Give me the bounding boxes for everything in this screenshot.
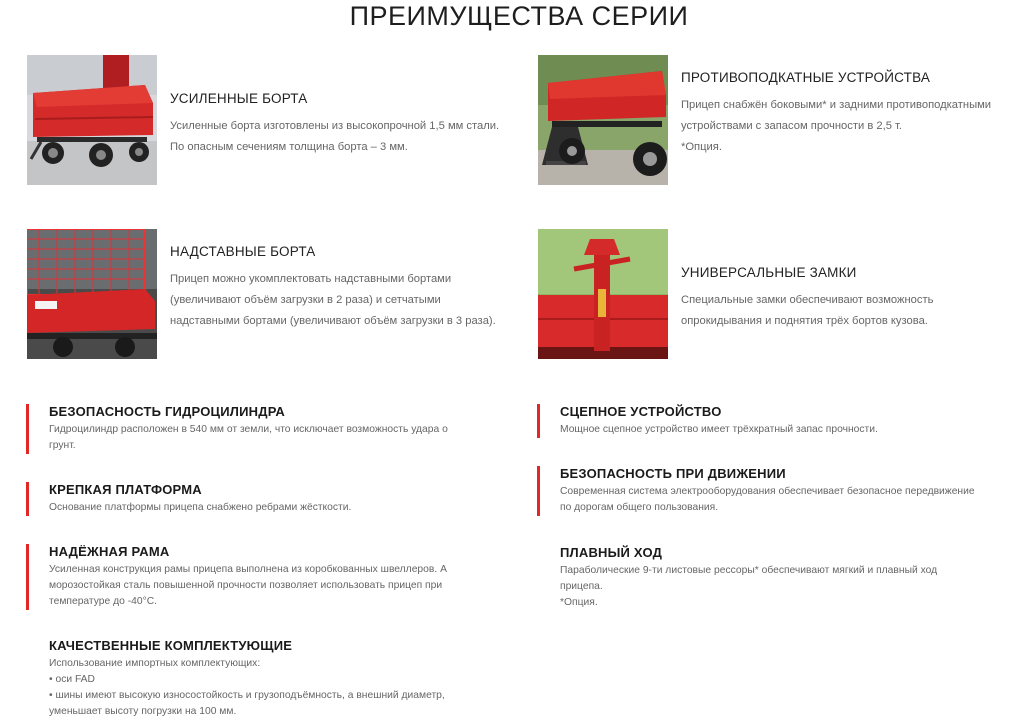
page-title: ПРЕИМУЩЕСТВА СЕРИИ [349, 1, 689, 31]
advantage-text-line: • оси FAD [49, 674, 95, 685]
advantage-text [560, 563, 1024, 611]
advantage-text-line: температуре до -40°С. [49, 596, 158, 607]
advantage-text [49, 422, 519, 454]
trailer-universal-locks-photo [538, 229, 668, 359]
advantage-smooth-ride [540, 545, 1024, 611]
advantage-text-line: Усиленная конструкция рамы прицепа выполнена из коробкованных швеллеров. А [49, 564, 447, 575]
trailer-extension-sides-photo [27, 229, 157, 359]
advantage-title: СЦЕПНОЕ УСТРОЙСТВО [560, 404, 722, 419]
advantage-text-line: Гидроцилиндр расположен в 540 мм от земли, что исключает возможность удара о [49, 424, 448, 435]
advantage-text-line: уменьшает высоту погрузки на 100 мм. [49, 706, 237, 717]
advantage-driving-safety [537, 466, 1024, 516]
advantage-text-line: грунт. [49, 440, 76, 451]
advantage-text [560, 484, 1024, 516]
feature-title-universal-locks: УНИВЕРСАЛЬНЫЕ ЗАМКИ [681, 265, 857, 280]
advantage-text-line: *Опция. [560, 597, 598, 608]
advantage-title: ПЛАВНЫЙ ХОД [560, 545, 663, 560]
advantage-text [49, 500, 519, 516]
advantage-title: БЕЗОПАСНОСТЬ ГИДРОЦИЛИНДРА [49, 404, 286, 419]
advantage-title: КАЧЕСТВЕННЫЕ КОМПЛЕКТУЮЩИЕ [49, 638, 293, 653]
advantage-title: БЕЗОПАСНОСТЬ ПРИ ДВИЖЕНИИ [560, 466, 786, 481]
advantage-title: НАДЁЖНАЯ РАМА [49, 544, 170, 559]
feature-title-extension-sides: НАДСТАВНЫЕ БОРТА [170, 244, 316, 259]
advantage-reliable-frame [26, 544, 519, 610]
advantage-text-line: морозостойкая сталь повышенной прочности позволяет использовать прицеп при [49, 580, 443, 591]
advantage-strong-platform [26, 482, 519, 516]
feature-text-universal-locks: Специальные замки обеспечивают возможность опрокидывания и поднятия трёх бортов кузова. [681, 294, 934, 327]
advantage-text-line: по дорогам общего пользования. [560, 502, 719, 513]
feature-title-underrun-guards: ПРОТИВОПОДКАТНЫЕ УСТРОЙСТВА [681, 70, 931, 85]
feature-text-extension-sides: Прицеп можно укомплектовать надставными бортами (увеличивают объём загрузки в 2 раза) и сетчатыми надставными бортами (увеличивают объём загрузки в 3 раза). [170, 273, 496, 327]
advantage-hydraulic-cylinder-safety [26, 404, 519, 454]
advantage-text-line: прицепа. [560, 581, 603, 592]
trailer-reinforced-sides-photo [27, 55, 157, 185]
advantage-text-line: Использование импортных комплектующих: [49, 658, 261, 669]
feature-text-underrun-guards [681, 95, 1016, 158]
advantage-quality-components [29, 638, 519, 720]
advantage-text-line: Мощное сцепное устройство имеет трёхкратный запас прочности. [560, 424, 878, 435]
feature-note: *Опция. [681, 141, 722, 153]
advantage-coupling-device [537, 404, 1024, 438]
feature-title-reinforced-sides: УСИЛЕННЫЕ БОРТА [170, 91, 308, 106]
advantage-text-line: Параболические 9-ти листовые рессоры* обеспечивают мягкий и плавный ход [560, 565, 938, 576]
trailer-underrun-guards-photo [538, 55, 668, 185]
feature-text-reinforced-sides: Усиленные борта изготовлены из высокопрочной 1,5 мм стали. По опасным сечениям толщина борта – 3 мм. [170, 120, 500, 153]
advantage-text-line: • шины имеют высокую износостойкость и грузоподъёмность, а внешний диаметр, [49, 690, 445, 701]
advantage-title: КРЕПКАЯ ПЛАТФОРМА [49, 482, 202, 497]
feature-description: Прицеп снабжён боковыми* и задними противоподкатными устройствами с запасом прочности в 2,5 т. [681, 99, 992, 132]
advantage-text [49, 562, 519, 610]
advantage-text-line: Современная система электрооборудования обеспечивает безопасное передвижение [560, 486, 975, 497]
advantage-text [49, 656, 519, 720]
advantage-text [560, 422, 1024, 438]
advantage-text-line: Основание платформы прицепа снабжено ребрами жёсткости. [49, 502, 352, 513]
